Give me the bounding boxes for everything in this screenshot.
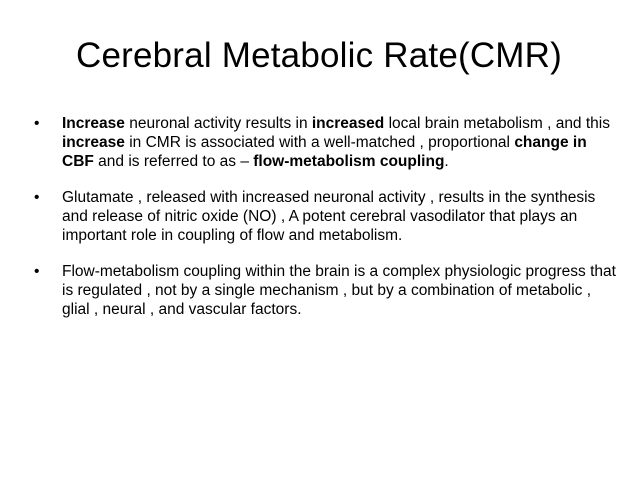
bullet-item: [34, 262, 619, 319]
bullet-text-run: Flow-metabolism coupling within the brain is a complex physiologic progress that is regulated , not by a single mechanism , but by a combination of metabolic , glial , neural , and vascular factors.: [62, 263, 616, 318]
bullet-text-run: increased: [311, 115, 385, 132]
bullet-list: [34, 114, 619, 336]
bullet-text-run: Glutamate , released with increased neuronal activity , results in the synthesis and release of nitric oxide (NO) , A potent cerebral vasodilator that plays an important role in coupling of flow and metabolism.: [62, 189, 596, 244]
bullet-text-run: .: [444, 153, 449, 170]
bullet-text: [62, 189, 595, 244]
bullet-marker: •: [34, 189, 40, 206]
bullet-text-run: local brain metabolism , and this: [384, 115, 610, 132]
bullet-text-run: increase: [62, 134, 125, 151]
bullet-marker: •: [34, 115, 40, 132]
bullet-text-run: neuronal activity results in: [124, 115, 312, 132]
bullet-text-run: and is referred to as –: [93, 153, 254, 170]
bullet-text-run: change in CBF: [62, 134, 587, 170]
bullet-text-run: Increase: [62, 115, 125, 132]
slide-title: Cerebral Metabolic Rate(CMR): [75, 36, 562, 75]
bullet-text-run: flow-metabolism coupling: [253, 153, 445, 170]
bullet-item: [34, 188, 619, 245]
bullet-item: [34, 114, 619, 171]
bullet-text-run: in CMR is associated with a well-matched , proportional: [124, 134, 515, 151]
bullet-marker: •: [34, 263, 40, 280]
bullet-text: [62, 115, 610, 170]
bullet-text: [62, 263, 616, 318]
